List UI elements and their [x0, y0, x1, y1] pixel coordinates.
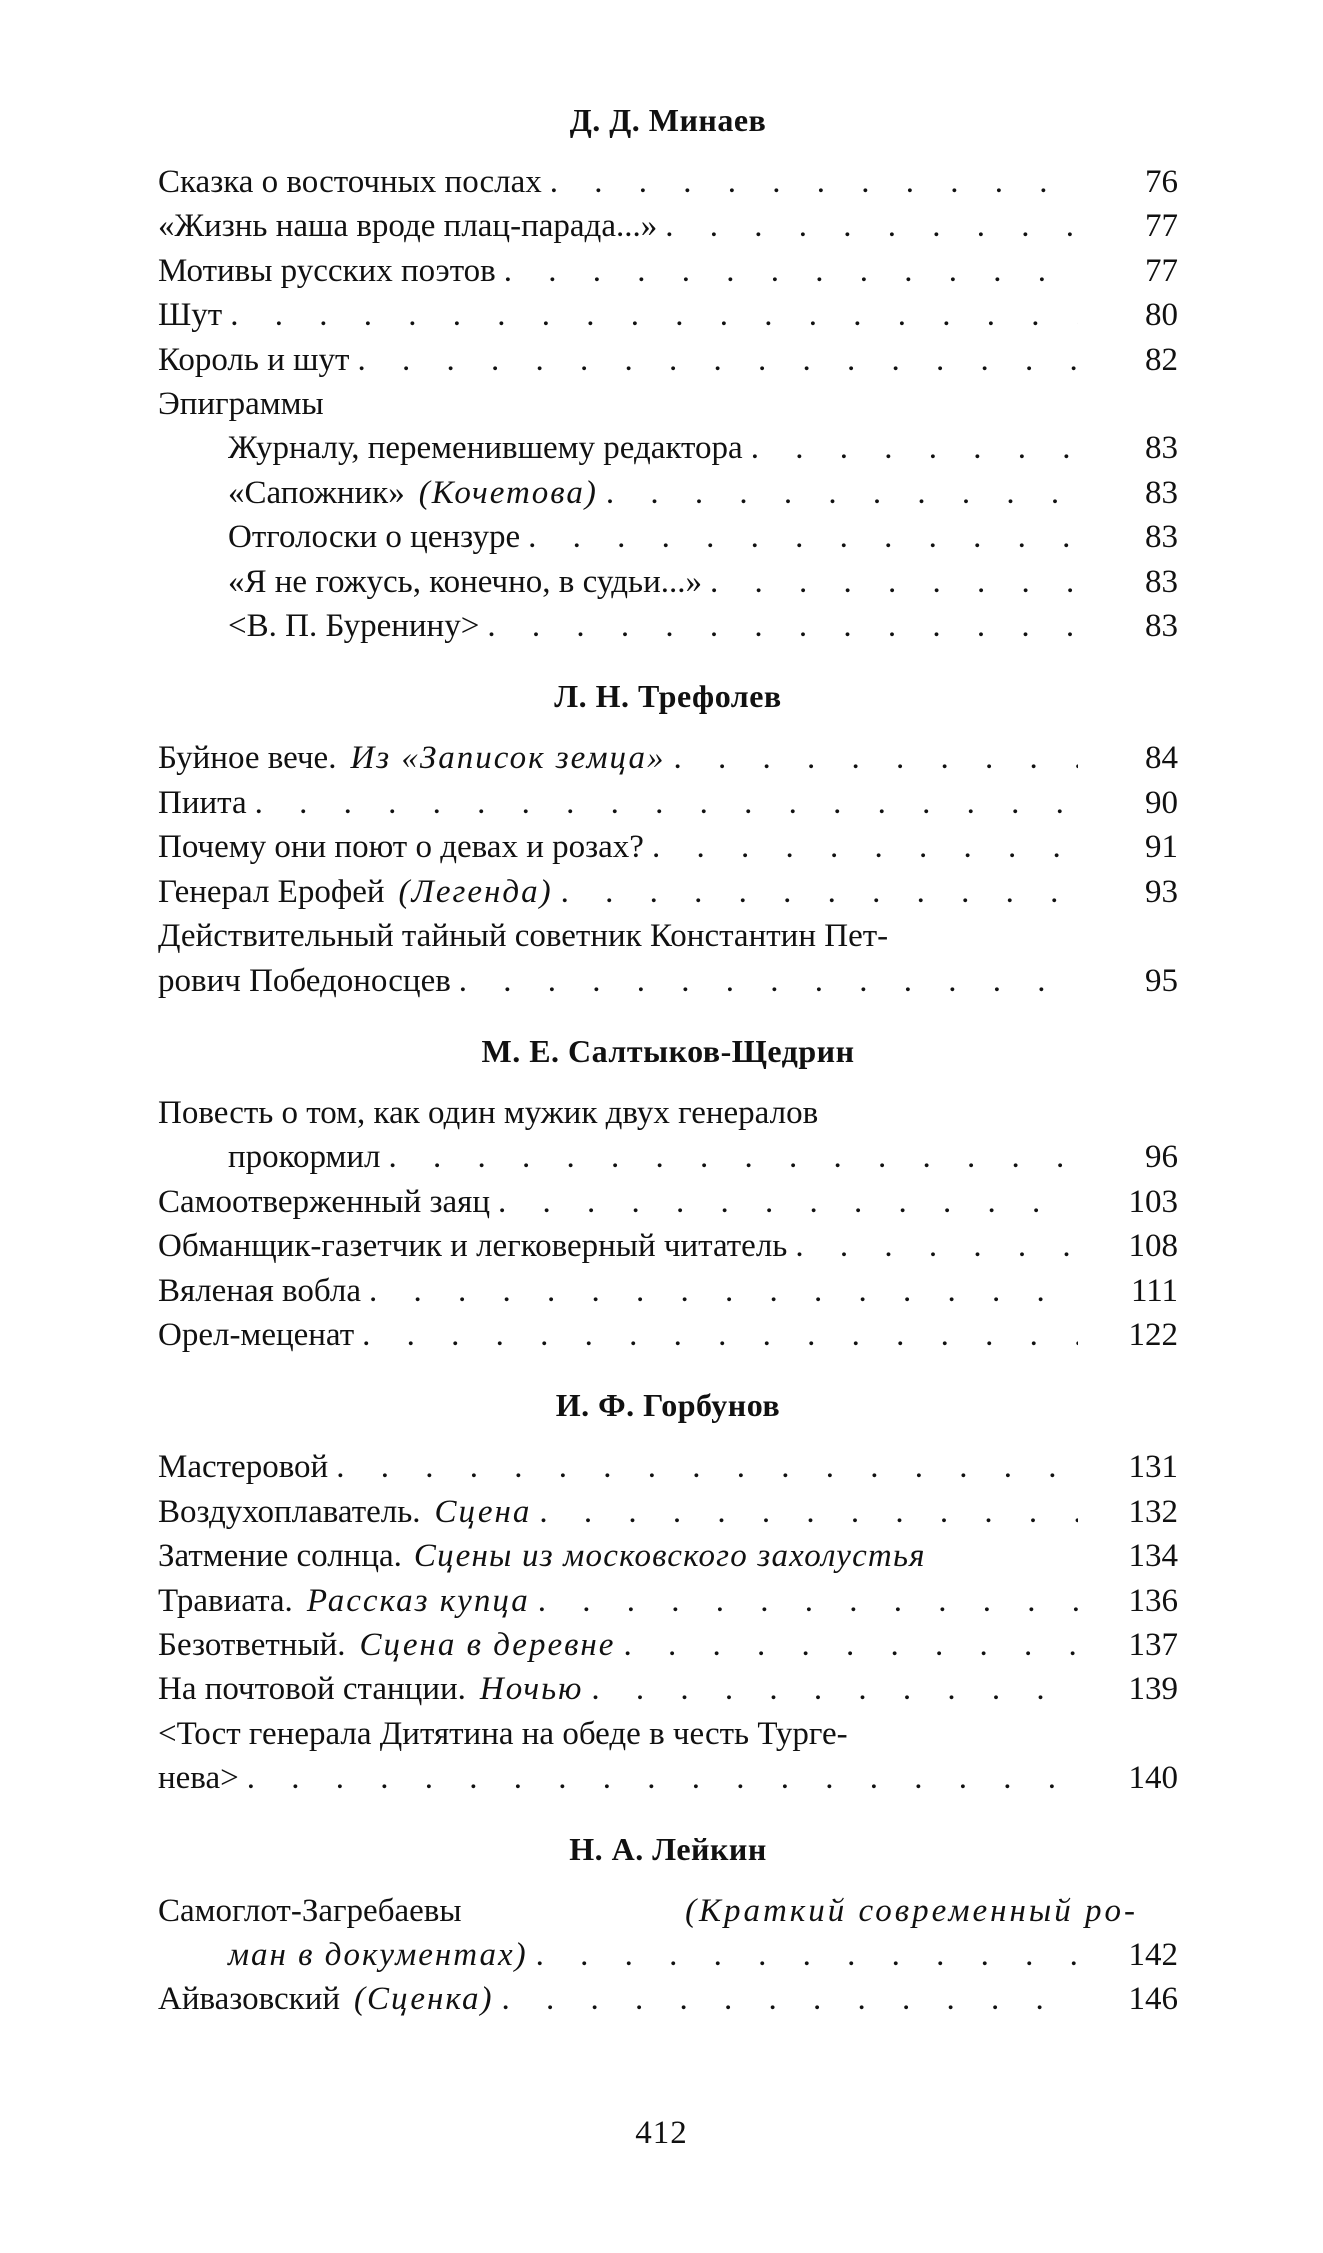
toc-section [158, 1029, 1178, 1357]
entry-italic: Сцена в деревне [359, 1626, 616, 1663]
entry-italic: (Сценка) [354, 1981, 494, 2018]
entry-italic: (Легенда) [398, 873, 553, 910]
dot-leader [247, 781, 1078, 825]
dot-leader [354, 1313, 1078, 1357]
dot-leader [239, 1756, 1078, 1800]
entry-italic-line1: (Краткий современный ро- [685, 1892, 1138, 1929]
dot-leader [381, 1135, 1078, 1179]
toc-entry[interactable] [158, 560, 1178, 604]
entry-page: 137 [1128, 1626, 1178, 1663]
entry-title: «Жизнь наша вроде плац-парада...» [158, 208, 658, 245]
dot-leader [615, 1623, 1078, 1667]
toc-entry[interactable] [158, 426, 1178, 470]
dot-leader [451, 959, 1078, 1003]
entry-page: 134 [1128, 1538, 1178, 1575]
dot-leader [743, 426, 1078, 470]
entry-page: 90 [1145, 784, 1178, 821]
dot-leader [542, 160, 1078, 204]
dot-leader [665, 736, 1078, 780]
toc-entry[interactable] [158, 1889, 1178, 1978]
entry-page: 76 [1145, 164, 1178, 200]
entry-page: 83 [1145, 519, 1178, 556]
entry-page: 93 [1145, 873, 1178, 910]
toc-section [158, 1383, 1178, 1800]
entry-page: 83 [1145, 608, 1178, 645]
entry-page: 140 [1128, 1760, 1178, 1797]
toc-entry[interactable] [158, 825, 1178, 869]
toc-entry[interactable] [158, 249, 1178, 293]
toc-entry[interactable] [158, 293, 1178, 337]
entry-page: 84 [1145, 740, 1178, 777]
entry-title: Сказка о восточных послах [158, 164, 542, 200]
entry-italic: Сцены из московского захолустья [413, 1538, 926, 1575]
entry-page: 142 [1128, 1937, 1178, 1973]
toc-entry[interactable] [158, 471, 1178, 515]
toc-entry[interactable] [158, 1712, 1178, 1801]
entry-title: Айвазовский [158, 1981, 341, 2018]
entry-title: Шут [158, 297, 223, 334]
entry-list [158, 1091, 1178, 1357]
entry-italic: Из «Записок земца» [350, 740, 666, 777]
entry-title: прокормил [228, 1139, 381, 1176]
entry-page: 111 [1130, 1272, 1178, 1309]
entry-title: Самоотверженный заяц [158, 1183, 490, 1220]
toc-entry[interactable] [158, 1445, 1178, 1489]
entry-page: 83 [1145, 563, 1178, 600]
toc-subheading [158, 382, 1178, 426]
dot-leader [531, 1490, 1078, 1534]
entry-title: <В. П. Буренину> [228, 608, 480, 645]
toc-entry[interactable] [158, 1313, 1178, 1357]
entry-title: Самоглот-Загребаевы [158, 1892, 462, 1929]
dot-leader [644, 825, 1078, 869]
entry-title: Король и шут [158, 341, 350, 378]
entry-title: Воздухоплаватель. [158, 1493, 421, 1530]
entry-page: 77 [1145, 208, 1178, 245]
entry-title: Журналу, переменившему редактора [228, 430, 743, 467]
entry-page: 132 [1128, 1493, 1178, 1530]
entry-title: Орел-меценат [158, 1316, 355, 1353]
entry-title: Почему они поют о девах и розах? [158, 829, 644, 866]
entry-italic: Сцена [434, 1493, 532, 1530]
toc-entry[interactable] [158, 1667, 1178, 1711]
entry-page: 91 [1145, 829, 1178, 866]
entry-list [158, 736, 1178, 1002]
toc-entry[interactable] [158, 338, 1178, 382]
entry-list [158, 1889, 1178, 2022]
dot-leader [528, 1933, 1078, 1977]
dot-leader [787, 1224, 1078, 1268]
entry-title: Пиита [158, 784, 247, 821]
entry-page: 80 [1145, 297, 1178, 334]
toc-section [158, 1827, 1178, 2022]
entry-title: Мотивы русских поэтов [158, 252, 496, 289]
table-of-contents [158, 98, 1178, 2048]
toc-entry[interactable] [158, 160, 1178, 204]
dot-leader [222, 293, 1078, 337]
dot-leader [361, 1269, 1078, 1313]
toc-entry[interactable] [158, 1490, 1178, 1534]
toc-entry[interactable] [158, 781, 1178, 825]
dot-leader [702, 560, 1078, 604]
entry-title: Вяленая вобла [158, 1272, 361, 1309]
section-author: М. Е. Салтыков-Щедрин [481, 1032, 855, 1069]
entry-title: Эпиграммы [158, 386, 324, 423]
toc-entry[interactable] [158, 1224, 1178, 1268]
entry-title-line1 [158, 1889, 1138, 1933]
dot-leader [520, 515, 1078, 559]
entry-page: 139 [1128, 1671, 1178, 1708]
toc-entry[interactable] [158, 1977, 1178, 2021]
dot-leader [490, 1180, 1078, 1224]
entry-list [158, 160, 1178, 648]
entry-title-line1: <Тост генерала Дитятина на обеде в честь Турге- [158, 1715, 848, 1752]
toc-entry[interactable] [158, 604, 1178, 648]
dot-leader [530, 1579, 1078, 1623]
toc-entry[interactable] [158, 736, 1178, 780]
toc-entry[interactable] [158, 1534, 1178, 1578]
dot-leader [583, 1667, 1078, 1711]
entry-page: 131 [1128, 1449, 1178, 1486]
toc-entry[interactable] [158, 870, 1178, 914]
entry-title: Мастеровой [158, 1449, 329, 1486]
entry-italic: Рассказ купца [306, 1582, 530, 1619]
entry-title: Обманщик-газетчик и легковерный читатель [158, 1228, 788, 1265]
toc-section [158, 674, 1178, 1002]
dot-leader [328, 1445, 1078, 1489]
page-number: 412 [635, 2115, 688, 2151]
entry-title: Травиата. [158, 1582, 293, 1619]
toc-entry[interactable] [158, 914, 1178, 1003]
toc-entry[interactable] [158, 1579, 1178, 1623]
entry-title-line1: Повесть о том, как один мужик двух генералов [158, 1094, 819, 1131]
entry-page: 83 [1145, 430, 1178, 467]
section-author: Д. Д. Минаев [569, 102, 767, 138]
toc-section [158, 98, 1178, 648]
section-author: Л. Н. Трефолев [554, 678, 782, 715]
entry-title: Безответный. [158, 1626, 346, 1663]
entry-page: 95 [1145, 962, 1178, 999]
dot-leader [496, 249, 1078, 293]
entry-page: 83 [1145, 474, 1178, 511]
toc-entry[interactable] [158, 1623, 1178, 1667]
entry-list [158, 1445, 1178, 1800]
entry-italic: (Кочетова) [418, 474, 598, 511]
entry-title-line1: Действительный тайный советник Константин Пет- [158, 918, 889, 955]
section-author: Н. А. Лейкин [569, 1830, 767, 1867]
entry-page: 96 [1145, 1139, 1178, 1176]
entry-page: 77 [1145, 252, 1178, 289]
entry-page: 103 [1128, 1183, 1178, 1220]
toc-entry[interactable] [158, 1180, 1178, 1224]
entry-title: «Сапожник» [228, 474, 405, 511]
entry-italic: ман в документах) [228, 1937, 528, 1973]
dot-leader [553, 870, 1078, 914]
entry-italic: Ночью [479, 1671, 584, 1708]
entry-page: 82 [1145, 341, 1178, 378]
toc-entry[interactable] [158, 1269, 1178, 1313]
section-author: И. Ф. Горбунов [555, 1387, 781, 1424]
dot-leader [493, 1977, 1078, 2021]
entry-page: 108 [1128, 1228, 1178, 1265]
entry-title: Отголоски о цензуре [228, 519, 521, 556]
dot-leader [349, 338, 1078, 382]
entry-page: 136 [1128, 1582, 1178, 1619]
entry-title: На почтовой станции. [158, 1671, 466, 1708]
entry-title: «Я не гожусь, конечно, в судьи...» [228, 563, 703, 600]
dot-leader [598, 471, 1078, 515]
entry-page: 122 [1128, 1316, 1178, 1353]
entry-title: Затмение солнца. [158, 1538, 402, 1575]
toc-entry[interactable] [158, 1091, 1178, 1180]
toc-entry[interactable] [158, 515, 1178, 559]
toc-entry[interactable] [158, 204, 1178, 248]
entry-title: Генерал Ерофей [158, 873, 385, 910]
dot-leader [657, 204, 1078, 248]
entry-title: Буйное вече. [158, 740, 337, 777]
entry-title: нева> [158, 1760, 239, 1797]
dot-leader [479, 604, 1078, 648]
entry-page: 146 [1128, 1981, 1178, 2018]
entry-title: рович Победоносцев [158, 962, 451, 999]
